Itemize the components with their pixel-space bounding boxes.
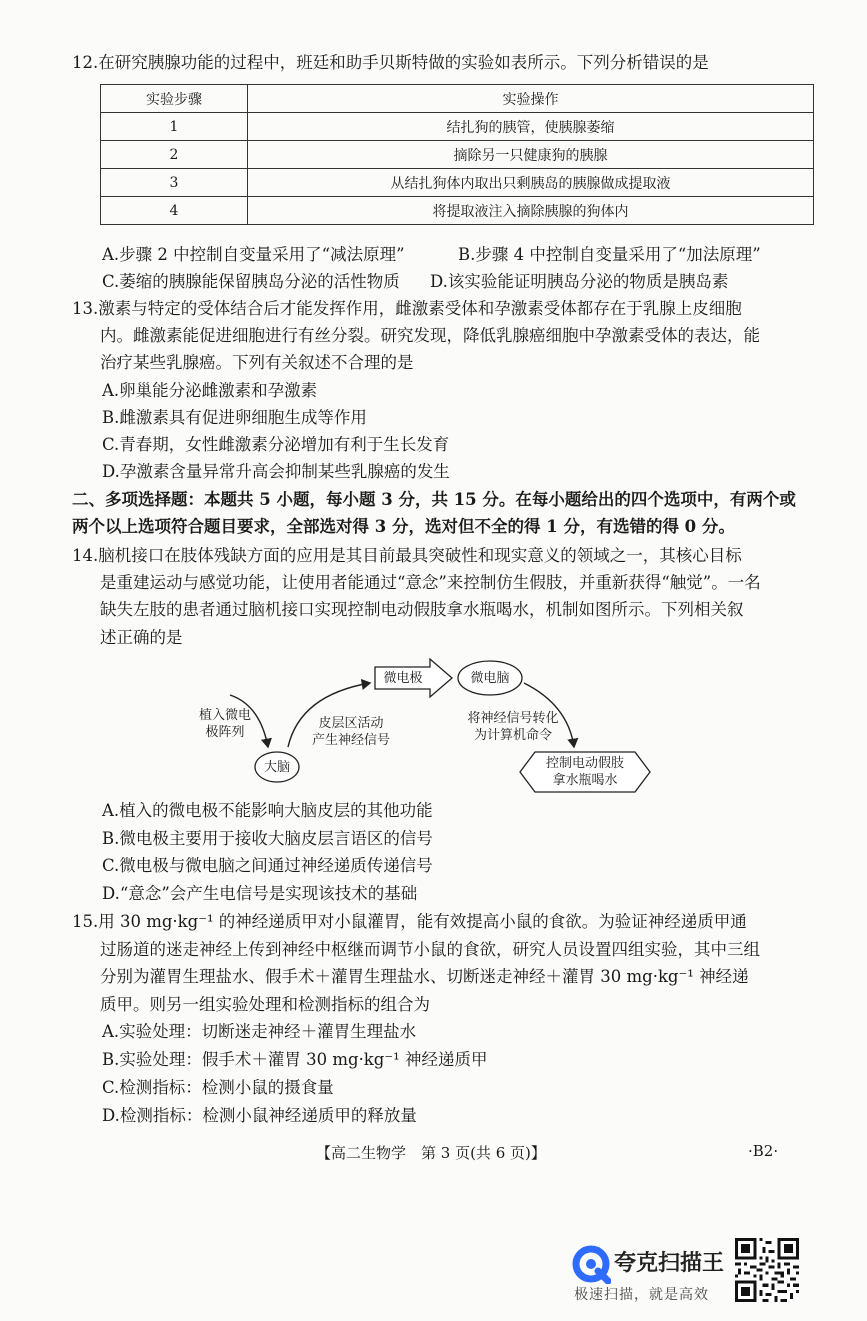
table-cell: 从结扎狗体内取出只剩胰岛的胰腺做成提取液 <box>248 169 814 197</box>
q15-option-a: A.实验处理：切断迷走神经＋灌胃生理盐水 <box>102 1022 417 1041</box>
table-cell: 将提取液注入摘除胰腺的狗体内 <box>248 197 814 225</box>
q12-option-a: A.步骤 2 中控制自变量采用了“减法原理” <box>102 245 405 264</box>
q13-option-a: A.卵巢能分泌雌激素和孕激素 <box>102 381 318 400</box>
section-heading-line1: 二、多项选择题：本题共 5 小题，每小题 3 分，共 15 分。在每小题给出的四个选项中，有两个或 <box>72 490 796 509</box>
section-heading-line2: 两个以上选项符合题目要求，全部选对得 3 分，选对但不全的得 1 分，有选错的得 0 分。 <box>72 517 735 536</box>
diagram-convert-line1: 将神经信号转化 <box>467 711 559 726</box>
q13-stem-line1: 13.激素与特定的受体结合后才能发挥作用，雌激素受体和孕激素受体都存在于乳腺上皮细胞 <box>72 299 742 318</box>
q12-table <box>100 84 814 225</box>
q14-stem-line4: 述正确的是 <box>100 628 183 647</box>
q15-stem-line3: 分别为灌胃生理盐水、假手术＋灌胃生理盐水、切断迷走神经＋灌胃 30 mg·kg⁻¹ 神经递 <box>100 967 749 986</box>
diagram-action-line2: 拿水瓶喝水 <box>552 773 618 788</box>
table-cell: 3 <box>101 169 248 197</box>
scanner-brand-name: 夸克扫描王 <box>614 1251 725 1276</box>
table-header-operation: 实验操作 <box>248 85 814 113</box>
scanner-logo-icon <box>571 1244 611 1284</box>
table-cell: 1 <box>101 113 248 141</box>
diagram-cortex-line1: 皮层区活动 <box>318 716 384 731</box>
page-code: ·B2· <box>748 1142 779 1160</box>
q13-stem-line2: 内。雌激素能促进细胞进行有丝分裂。研究发现，降低乳腺癌细胞中孕激素受体的表达，能 <box>100 326 760 345</box>
q15-stem-line4: 质甲。则另一组实验处理和检测指标的组合为 <box>100 995 430 1014</box>
q15-stem-line1: 15.用 30 mg·kg⁻¹ 的神经递质甲对小鼠灌胃，能有效提高小鼠的食欲。为验证神经递质甲通 <box>72 912 747 931</box>
page-footer: 【高二生物学 第 3 页(共 6 页)】 <box>316 1144 546 1162</box>
diagram-brain-label: 大脑 <box>263 760 290 775</box>
table-header-row <box>101 85 814 113</box>
table-cell: 2 <box>101 141 248 169</box>
q14-option-b: B.微电极主要用于接收大脑皮层言语区的信号 <box>102 829 433 848</box>
q12-stem: 12.在研究胰腺功能的过程中，班廷和助手贝斯特做的实验如表所示。下列分析错误的是 <box>72 53 709 72</box>
diagram-implant-line1: 植入微电 <box>198 708 251 723</box>
q12-option-d: D.该实验能证明胰岛分泌的物质是胰岛素 <box>430 272 729 291</box>
q14-option-c: C.微电极与微电脑之间通过神经递质传递信号 <box>102 856 433 875</box>
diagram-computer-label: 微电脑 <box>470 671 510 686</box>
q13-option-d: D.孕激素含量异常升高会抑制某些乳腺癌的发生 <box>102 462 450 481</box>
table-cell: 4 <box>101 197 248 225</box>
qr-code-icon <box>735 1238 799 1302</box>
q13-stem-line3: 治疗某些乳腺癌。下列有关叙述不合理的是 <box>100 353 414 372</box>
q14-option-a: A.植入的微电极不能影响大脑皮层的其他功能 <box>102 801 433 820</box>
bci-diagram <box>190 655 660 795</box>
diagram-action-line1: 控制电动假肢 <box>545 756 624 771</box>
q15-option-b: B.实验处理：假手术＋灌胃 30 mg·kg⁻¹ 神经递质甲 <box>102 1050 488 1069</box>
q14-stem-line1: 14.脑机接口在肢体残缺方面的应用是其目前最具突破性和现实意义的领域之一，其核心目标 <box>72 546 742 565</box>
q12-option-c: C.萎缩的胰腺能保留胰岛分泌的活性物质 <box>102 272 400 291</box>
q14-option-d: D.“意念”会产生电信号是实现该技术的基础 <box>102 884 418 903</box>
table-row <box>101 113 814 141</box>
table-row <box>101 197 814 225</box>
table-cell: 结扎狗的胰管，使胰腺萎缩 <box>248 113 814 141</box>
q13-option-c: C.青春期，女性雌激素分泌增加有利于生长发育 <box>102 435 450 454</box>
table-row <box>101 169 814 197</box>
diagram-electrode-label: 微电极 <box>383 671 423 686</box>
scanner-slogan: 极速扫描，就是高效 <box>574 1287 709 1303</box>
table-header-step: 实验步骤 <box>101 85 248 113</box>
q14-stem-line3: 缺失左肢的患者通过脑机接口实现控制电动假肢拿水瓶喝水，机制如图所示。下列相关叙 <box>100 600 744 619</box>
scanner-watermark <box>568 1240 867 1310</box>
diagram-implant-line2: 极阵列 <box>205 725 245 740</box>
q15-option-c: C.检测指标：检测小鼠的摄食量 <box>102 1078 334 1097</box>
table-row <box>101 141 814 169</box>
diagram-convert-line2: 为计算机命令 <box>473 728 552 743</box>
table-cell: 摘除另一只健康狗的胰腺 <box>248 141 814 169</box>
diagram-cortex-line2: 产生神经信号 <box>311 733 390 748</box>
q13-option-b: B.雌激素具有促进卵细胞生成等作用 <box>102 408 367 427</box>
q12-option-b: B.步骤 4 中控制自变量采用了“加法原理” <box>458 245 761 264</box>
q15-stem-line2: 过肠道的迷走神经上传到神经中枢继而调节小鼠的食欲，研究人员设置四组实验，其中三组 <box>100 940 760 959</box>
q14-stem-line2: 是重建运动与感觉功能，让使用者能通过“意念”来控制仿生假肢，并重新获得“触觉”。一名 <box>100 573 761 592</box>
q15-option-d: D.检测指标：检测小鼠神经递质甲的释放量 <box>102 1106 417 1125</box>
